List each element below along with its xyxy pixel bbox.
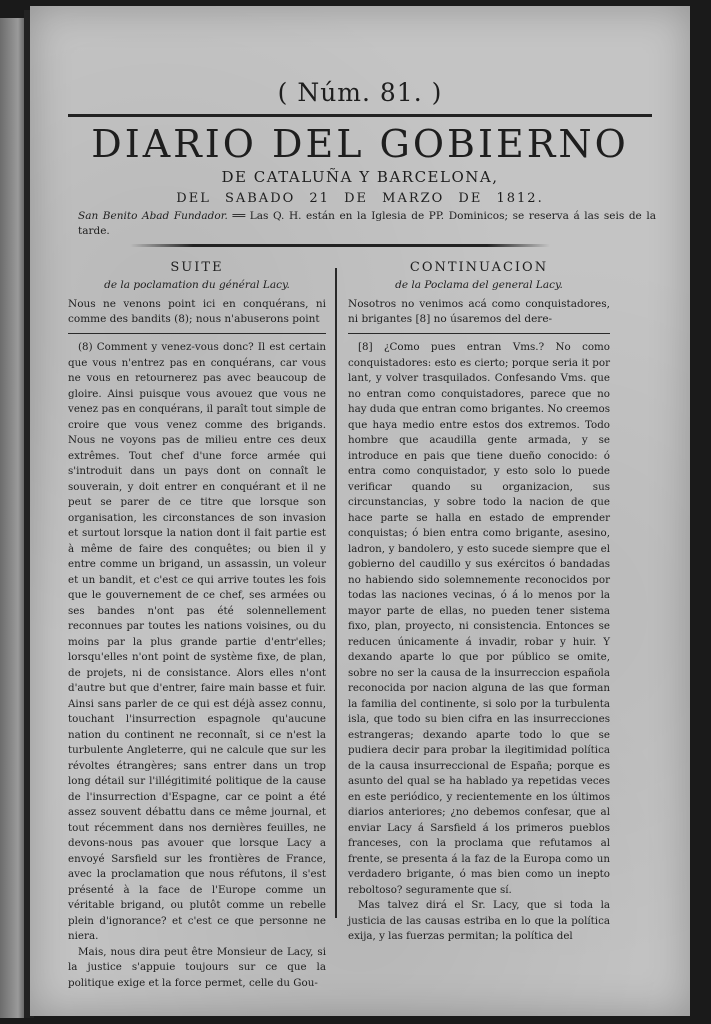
french-column-title: SUITE: [170, 260, 224, 275]
french-footnote-paragraph: (8) Comment y venez-vous donc? Il est certain que vous n'entrez pas en conquérans, car vous ne vous en retournerez pas avec beaucoup de gloire. Ainsi puisque vous avouez que vous ne venez pas en conquérans, il paraît tout simple de croire que vous venez comme des brigands. Nous ne voyons pas de milieu entre ces deux extrêmes. Tout chef d'une force armée qui s'introduit dans un pays dont on connaît le souverain, y doit entrer en conquérant et il ne peut se parer de ce titre que lorsque son organisation, les circonstances de son invasion et surtout lorsque la nation dont il fait partie est à même de faire des conquêtes; ou bien il y entre comme un brigand, un assassin, un voleur et un bandit, et c'est ce qui arrive toutes les fois que le gouvernement de ce chef, ses armées ou ses bandes n'ont pas été solennellement reconnues par toutes les nations voisines, ou du moins par la plus grande partie d'entr'elles; lorsqu'elles n'ont point de système fixe, de plan, de projets, ni de consistance. Alors elles n'ont d'autre but que d'entrer, faire main basse et fuir. Ainsi sans parler de ce qui est déjà assez connu, touchant l'insurrection espagnole qu'aucune nation du continent ne reconnaît, si ce n'est la turbulente Angleterre, qui ne calcule que sur les révoltes étrangères; sans entrer dans un trop long détail sur l'illégitimité politique de la cause de l'insurrection d'Espagne, car ce point a été assez souvent débattu dans ce même journal, et tout récemment dans nos dernières feuilles, ne devons-nous pas avouer que lorsque Lacy a envoyé Sarsfield sur les frontières de France, avec la proclamation que nous réfutons, il s'est présenté à la face de l'Europe comme un véritable brigand, ou plutôt comme un rebelle plein d'ignorance? et c'est ce que personne ne niera.: [68, 341, 326, 942]
newspaper-page: [30, 6, 690, 1016]
french-column: [68, 260, 326, 991]
header-rule: [68, 114, 652, 117]
spanish-footnote-paragraph: Mas talvez dirá el Sr. Lacy, que si toda la justicia de las causas estriba en lo que la política exija, y las fuerzas permitan; la política del: [348, 899, 610, 942]
footnote-rule: [68, 333, 326, 334]
french-footnote-paragraph: Mais, nous dira peut être Monsieur de Lacy, si la justice s'appuie toujours sur ce que la politique exige et la force permet, celle du Gou-: [68, 945, 326, 989]
french-lead-text: Nous ne venons point ici en conquérans, ni comme des bandits (8); nous n'abuserons point: [68, 298, 326, 325]
notice-text: ══ Las Q. H. están en la Iglesia de PP. Dominicos; se reserva á las seis de la tarde.: [78, 210, 656, 237]
footnote-rule: [348, 333, 610, 334]
french-column-subtitle: de la poclamation du général Lacy.: [104, 278, 290, 291]
issue-number: ( Núm. 81. ): [277, 78, 443, 107]
spanish-column-subtitle: de la Poclama del general Lacy.: [395, 278, 563, 291]
spanish-column: [348, 260, 610, 945]
masthead-subtitle: DE CATALUÑA Y BARCELONA,: [221, 168, 499, 186]
masthead-title: DIARIO DEL GOBIERNO: [91, 122, 629, 166]
spanish-footnote-paragraph: [8] ¿Como pues entran Vms.? No como conquistadores: esto es cierto; porque seria it por lant, y volver trasquilados. Confesando Vms. que no entran como conquistadores, parece que no hay duda que entran como brigantes. No creemos que haya medio entre estos dos extremos. Todo hombre que acaudilla gente armada, y se introduce en pais que tiene dueño conocido: ó entra como conquistador, y esto solo lo puede verificar quando su organizacion, sus circunstancias, y sobre todo la nacion de que hace parte se halla en estado de emprender conquistas; ó bien entra como brigante, asesino, ladron, y bandolero, y esto sucede siempre que el gobierno del caudillo y sus exércitos ó bandadas no habiendo sido solemnemente reconocidos por todas las naciones vecinas, ó á lo menos por la mayor parte de ellas, no pueden tener sistema fixo, plan, proyecto, ni consistencia. Entonces se reducen únicamente á invadir, robar y huir. Y dexando aparte lo que por público se omite, sobre no ser la causa de la insurreccion española reconocida por nacion alguna de las que forman la familia del continente, si solo por la turbulenta isla, que todo su bien cifra en las insurrecciones estrangeras; dexando aparte todo lo que se pudiera decir para probar la ilegitimidad política de la causa insurreccional de España; porque es asunto del qual se ha hablado ya repetidas veces en este periódico, y recientemente en los últimos diarios anteriores; ¿no debemos confesar, que al enviar Lacy á Sarsfield á los primeros pueblos franceses, con la proclama que refutamos al frente, se presenta á la faz de la Europa como un verdadero brigante, ó mas bien como un inepto reboltoso? seguramente que sí.: [348, 341, 610, 896]
saint-notice: [78, 209, 656, 239]
spanish-lead-text: Nosotros no venimos acá como conquistadores, ni brigantes [8] no úsaremos del dere-: [348, 298, 610, 325]
column-divider: [335, 268, 337, 918]
dateline: DEL SABADO 21 DE MARZO DE 1812.: [176, 191, 544, 206]
ornament-rule: [130, 244, 550, 247]
spanish-column-title: CONTINUACION: [409, 260, 549, 275]
saint-name: San Benito Abad Fundador.: [78, 210, 228, 222]
